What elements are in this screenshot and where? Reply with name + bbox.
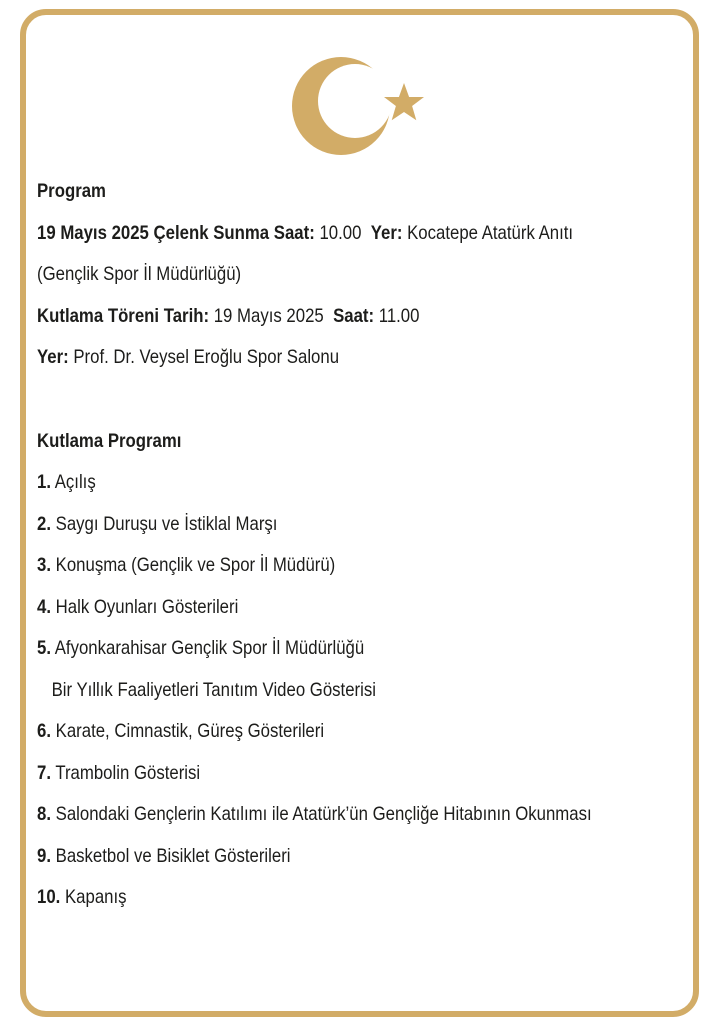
list-item xyxy=(37,592,587,634)
list-item xyxy=(37,550,587,592)
crescent-and-star-icon xyxy=(292,56,432,156)
celebration-place: Prof. Dr. Veysel Eroğlu Spor Salonu xyxy=(73,346,340,368)
list-item-text: Salondaki Gençlerin Katılımı ile Atatürk’ün Gençliğe Hitabının Okunması xyxy=(55,803,592,825)
list-item-number: 7. xyxy=(37,761,51,784)
celebration-time-label: Saat: xyxy=(333,304,375,327)
celebration-date-line xyxy=(37,301,587,343)
list-item-text: Açılış xyxy=(54,471,96,493)
list-item-continuation: Bir Yıllık Faaliyetleri Tanıtım Video Gösterisi xyxy=(51,678,376,701)
celebration-date-label: Kutlama Töreni Tarih: xyxy=(37,304,210,327)
program-text xyxy=(37,176,592,924)
wreath-place: Kocatepe Atatürk Anıtı xyxy=(407,221,574,244)
list-item-text: Afyonkarahisar Gençlik Spor İl Müdürlüğü xyxy=(54,637,365,659)
list-item xyxy=(37,633,587,675)
list-item-text: Konuşma (Gençlik ve Spor İl Müdürü) xyxy=(55,554,336,576)
list-item xyxy=(37,758,587,800)
list-item-number: 1. xyxy=(37,471,51,493)
list-item xyxy=(37,716,587,758)
list-item-number: 3. xyxy=(37,554,51,576)
program-heading: Program xyxy=(37,180,106,202)
list-item-text: Basketbol ve Bisiklet Gösterileri xyxy=(55,844,291,867)
list-item xyxy=(37,841,587,883)
list-item-text: Kapanış xyxy=(64,886,127,908)
wreath-ceremony-label: 19 Mayıs 2025 Çelenk Sunma Saat: xyxy=(37,221,315,244)
list-item-text: Saygı Duruşu ve İstiklal Marşı xyxy=(55,512,278,535)
schedule-heading: Kutlama Programı xyxy=(37,429,182,452)
list-item-number: 5. xyxy=(37,637,51,659)
wreath-ceremony-line xyxy=(37,218,587,260)
wreath-organizer: (Gençlik Spor İl Müdürlüğü) xyxy=(37,263,242,285)
list-item xyxy=(37,467,587,509)
list-item xyxy=(37,882,587,924)
list-item-number: 6. xyxy=(37,720,51,742)
list-item-text: Karate, Cimnastik, Güreş Gösterileri xyxy=(55,720,325,742)
wreath-ceremony-time: 10.00 xyxy=(319,221,362,244)
list-item-number: 10. xyxy=(37,886,61,908)
list-item xyxy=(37,509,587,551)
list-item-number: 8. xyxy=(37,803,51,825)
wreath-place-label: Yer: xyxy=(370,221,403,244)
list-item xyxy=(37,799,592,841)
celebration-date: 19 Mayıs 2025 xyxy=(213,304,324,327)
list-item-text: Halk Oyunları Gösterileri xyxy=(55,595,239,618)
list-item-number: 4. xyxy=(37,595,51,618)
celebration-time: 11.00 xyxy=(378,304,420,327)
list-item-number: 2. xyxy=(37,512,51,535)
list-item-number: 9. xyxy=(37,844,51,867)
celebration-place-line xyxy=(37,342,587,384)
list-item-text: Trambolin Gösterisi xyxy=(55,761,201,784)
celebration-place-label: Yer: xyxy=(37,346,69,368)
